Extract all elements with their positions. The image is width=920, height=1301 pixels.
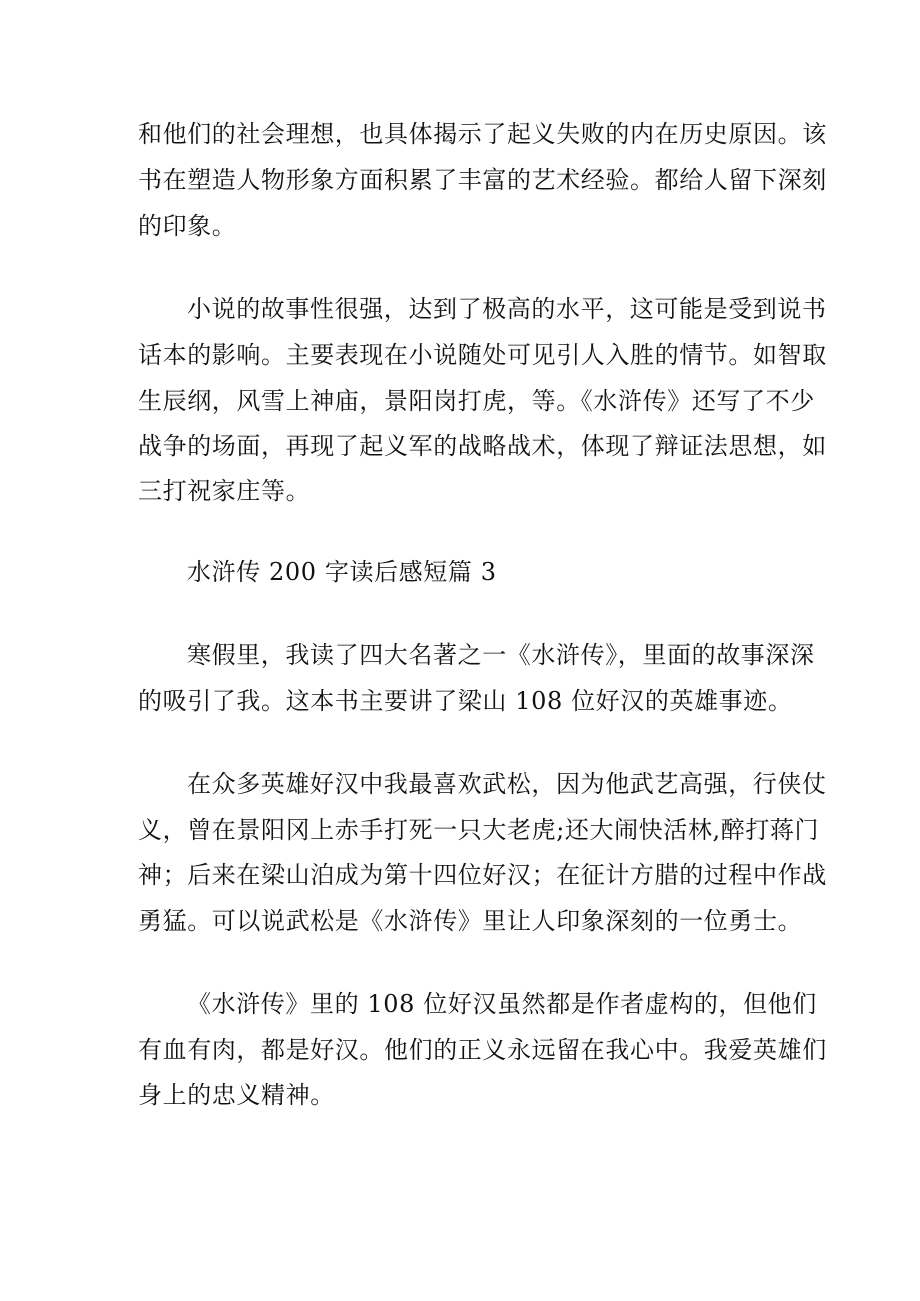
paragraph-2-line-4: 战争的场面，再现了起义军的战略战术，体现了辩证法思想，如 — [138, 432, 827, 460]
paragraph-2-line-5: 三打祝家庄等。 — [138, 477, 311, 505]
paragraph-4-line-2: 义，曾在景阳冈上赤手打死一只大老虎;还大闹快活林,醉打蒋门 — [138, 816, 820, 844]
paragraph-1-line-1: 和他们的社会理想，也具体揭示了起义失败的内在历史原因。该 — [138, 120, 827, 148]
paragraph-2-line-3: 生辰纲，风雪上神庙，景阳岗打虎，等。《水浒传》还写了不少 — [138, 387, 815, 415]
paragraph-3-line-2: 的吸引了我。这本书主要讲了梁山 108 位好汉的英雄事迹。 — [138, 687, 793, 715]
paragraph-1-line-2: 书在塑造人物形象方面积累了丰富的艺术经验。都给人留下深刻 — [138, 166, 827, 194]
paragraph-5-line-2: 有血有肉，都是好汉。他们的正义永远留在我心中。我爱英雄们 — [138, 1036, 827, 1064]
paragraph-2-line-2: 话本的影响。主要表现在小说随处可见引人入胜的情节。如智取 — [138, 341, 827, 369]
section-heading: 水浒传 200 字读后感短篇 3 — [187, 558, 497, 586]
paragraph-1-line-3: 的印象。 — [138, 212, 237, 240]
paragraph-4-line-4: 勇猛。可以说武松是《水浒传》里让人印象深刻的一位勇士。 — [138, 907, 803, 935]
paragraph-4-line-3: 神；后来在梁山泊成为第十四位好汉；在征计方腊的过程中作战 — [138, 861, 827, 889]
paragraph-4-line-1: 在众多英雄好汉中我最喜欢武松，因为他武艺高强，行侠仗 — [187, 770, 827, 798]
paragraph-5-line-3: 身上的忠义精神。 — [138, 1081, 335, 1109]
paragraph-5-line-1: 《水浒传》里的 108 位好汉虽然都是作者虚构的，但他们 — [187, 990, 817, 1018]
paragraph-2-line-1: 小说的故事性很强，达到了极高的水平，这可能是受到说书 — [187, 295, 827, 323]
paragraph-3-line-1: 寒假里，我读了四大名著之一《水浒传》，里面的故事深深 — [187, 641, 815, 669]
